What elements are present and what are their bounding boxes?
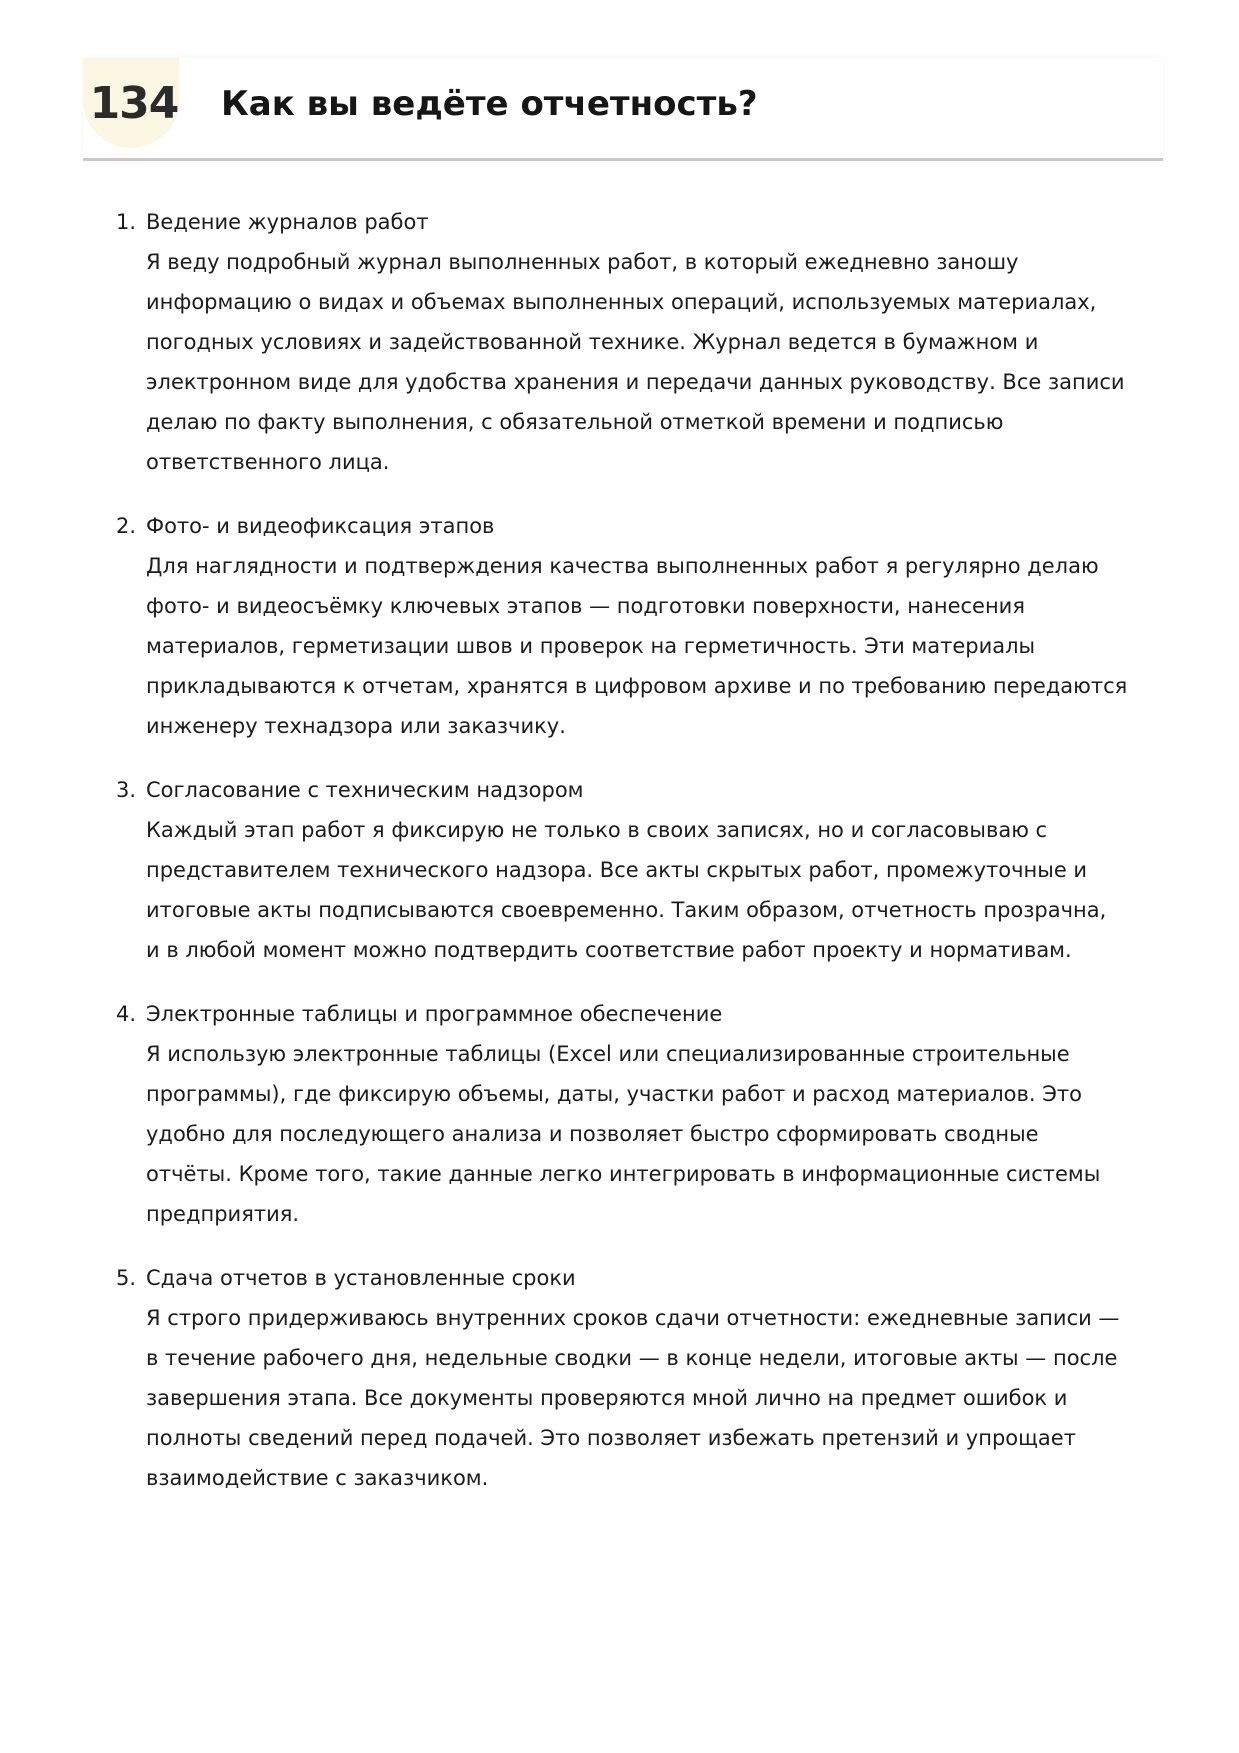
body-line: и в любой момент можно подтвердить соответствие работ проекту и нормативам. bbox=[146, 938, 1072, 962]
body-line: в течение рабочего дня, недельные сводки — в конце недели, итоговые акты — после bbox=[146, 1346, 1118, 1370]
list-item bbox=[116, 202, 1176, 482]
body-line: удобно для последующего анализа и позволяет быстро сформировать сводные bbox=[146, 1122, 1039, 1146]
list-item-body bbox=[146, 1298, 1166, 1498]
body-line: представителем технического надзора. Все акты скрытых работ, промежуточные и bbox=[146, 858, 1088, 882]
list-item-heading: Согласование с техническим надзором bbox=[146, 778, 584, 802]
body-line: полноты сведений перед подачей. Это позволяет избежать претензий и упрощает bbox=[146, 1426, 1076, 1450]
body-line: ответственного лица. bbox=[146, 450, 390, 474]
question-number: 134 bbox=[89, 78, 179, 129]
list-item bbox=[116, 506, 1176, 746]
list-item-number: 5. bbox=[116, 1266, 137, 1290]
body-line: Я строго придерживаюсь внутренних сроков сдачи отчетности: ежедневные записи — bbox=[146, 1306, 1120, 1330]
body-line: Я использую электронные таблицы (Excel или специализированные строительные bbox=[146, 1042, 1070, 1066]
body-line: предприятия. bbox=[146, 1202, 300, 1226]
list-item bbox=[116, 770, 1176, 970]
list-item bbox=[116, 994, 1176, 1234]
answer-list bbox=[116, 202, 1176, 1522]
list-item-heading: Сдача отчетов в установленные сроки bbox=[146, 1266, 576, 1290]
body-line: Для наглядности и подтверждения качества выполненных работ я регулярно делаю bbox=[146, 554, 1099, 578]
body-line: итоговые акты подписываются своевременно. Таким образом, отчетность прозрачна, bbox=[146, 898, 1107, 922]
body-line: прикладываются к отчетам, хранятся в цифровом архиве и по требованию передаются bbox=[146, 674, 1128, 698]
body-line: информацию о видах и объемах выполненных операций, используемых материалах, bbox=[146, 290, 1097, 314]
body-line: материалов, герметизации швов и проверок на герметичность. Эти материалы bbox=[146, 634, 1036, 658]
list-item-heading: Ведение журналов работ bbox=[146, 210, 429, 234]
body-line: инженеру технадзора или заказчику. bbox=[146, 714, 566, 738]
body-line: взаимодействие с заказчиком. bbox=[146, 1466, 489, 1490]
list-item bbox=[116, 1258, 1176, 1498]
body-line: Каждый этап работ я фиксирую не только в своих записях, но и согласовываю с bbox=[146, 818, 1048, 842]
list-item-heading: Фото- и видеофиксация этапов bbox=[146, 514, 495, 538]
body-line: фото- и видеосъёмку ключевых этапов — подготовки поверхности, нанесения bbox=[146, 594, 1025, 618]
body-line: Я веду подробный журнал выполненных работ, в который ежедневно заношу bbox=[146, 250, 1019, 274]
list-item-number: 3. bbox=[116, 778, 137, 802]
body-line: делаю по факту выполнения, с обязательной отметкой времени и подписью bbox=[146, 410, 1004, 434]
header-divider bbox=[83, 158, 1163, 161]
list-item-number: 2. bbox=[116, 514, 137, 538]
body-line: программы), где фиксирую объемы, даты, участки работ и расход материалов. Это bbox=[146, 1082, 1082, 1106]
list-item-body bbox=[146, 1034, 1166, 1234]
question-title: Как вы ведёте отчетность? bbox=[221, 84, 758, 124]
list-item-heading: Электронные таблицы и программное обеспечение bbox=[146, 1002, 723, 1026]
body-line: электронном виде для удобства хранения и передачи данных руководству. Все записи bbox=[146, 370, 1125, 394]
list-item-number: 1. bbox=[116, 210, 137, 234]
list-item-body bbox=[146, 242, 1166, 482]
body-line: завершения этапа. Все документы проверяются мной лично на предмет ошибок и bbox=[146, 1386, 1068, 1410]
list-item-body bbox=[146, 810, 1166, 970]
body-line: погодных условиях и задействованной технике. Журнал ведется в бумажном и bbox=[146, 330, 1039, 354]
list-item-number: 4. bbox=[116, 1002, 137, 1026]
list-item-body bbox=[146, 546, 1166, 746]
body-line: отчёты. Кроме того, такие данные легко интегрировать в информационные системы bbox=[146, 1162, 1101, 1186]
